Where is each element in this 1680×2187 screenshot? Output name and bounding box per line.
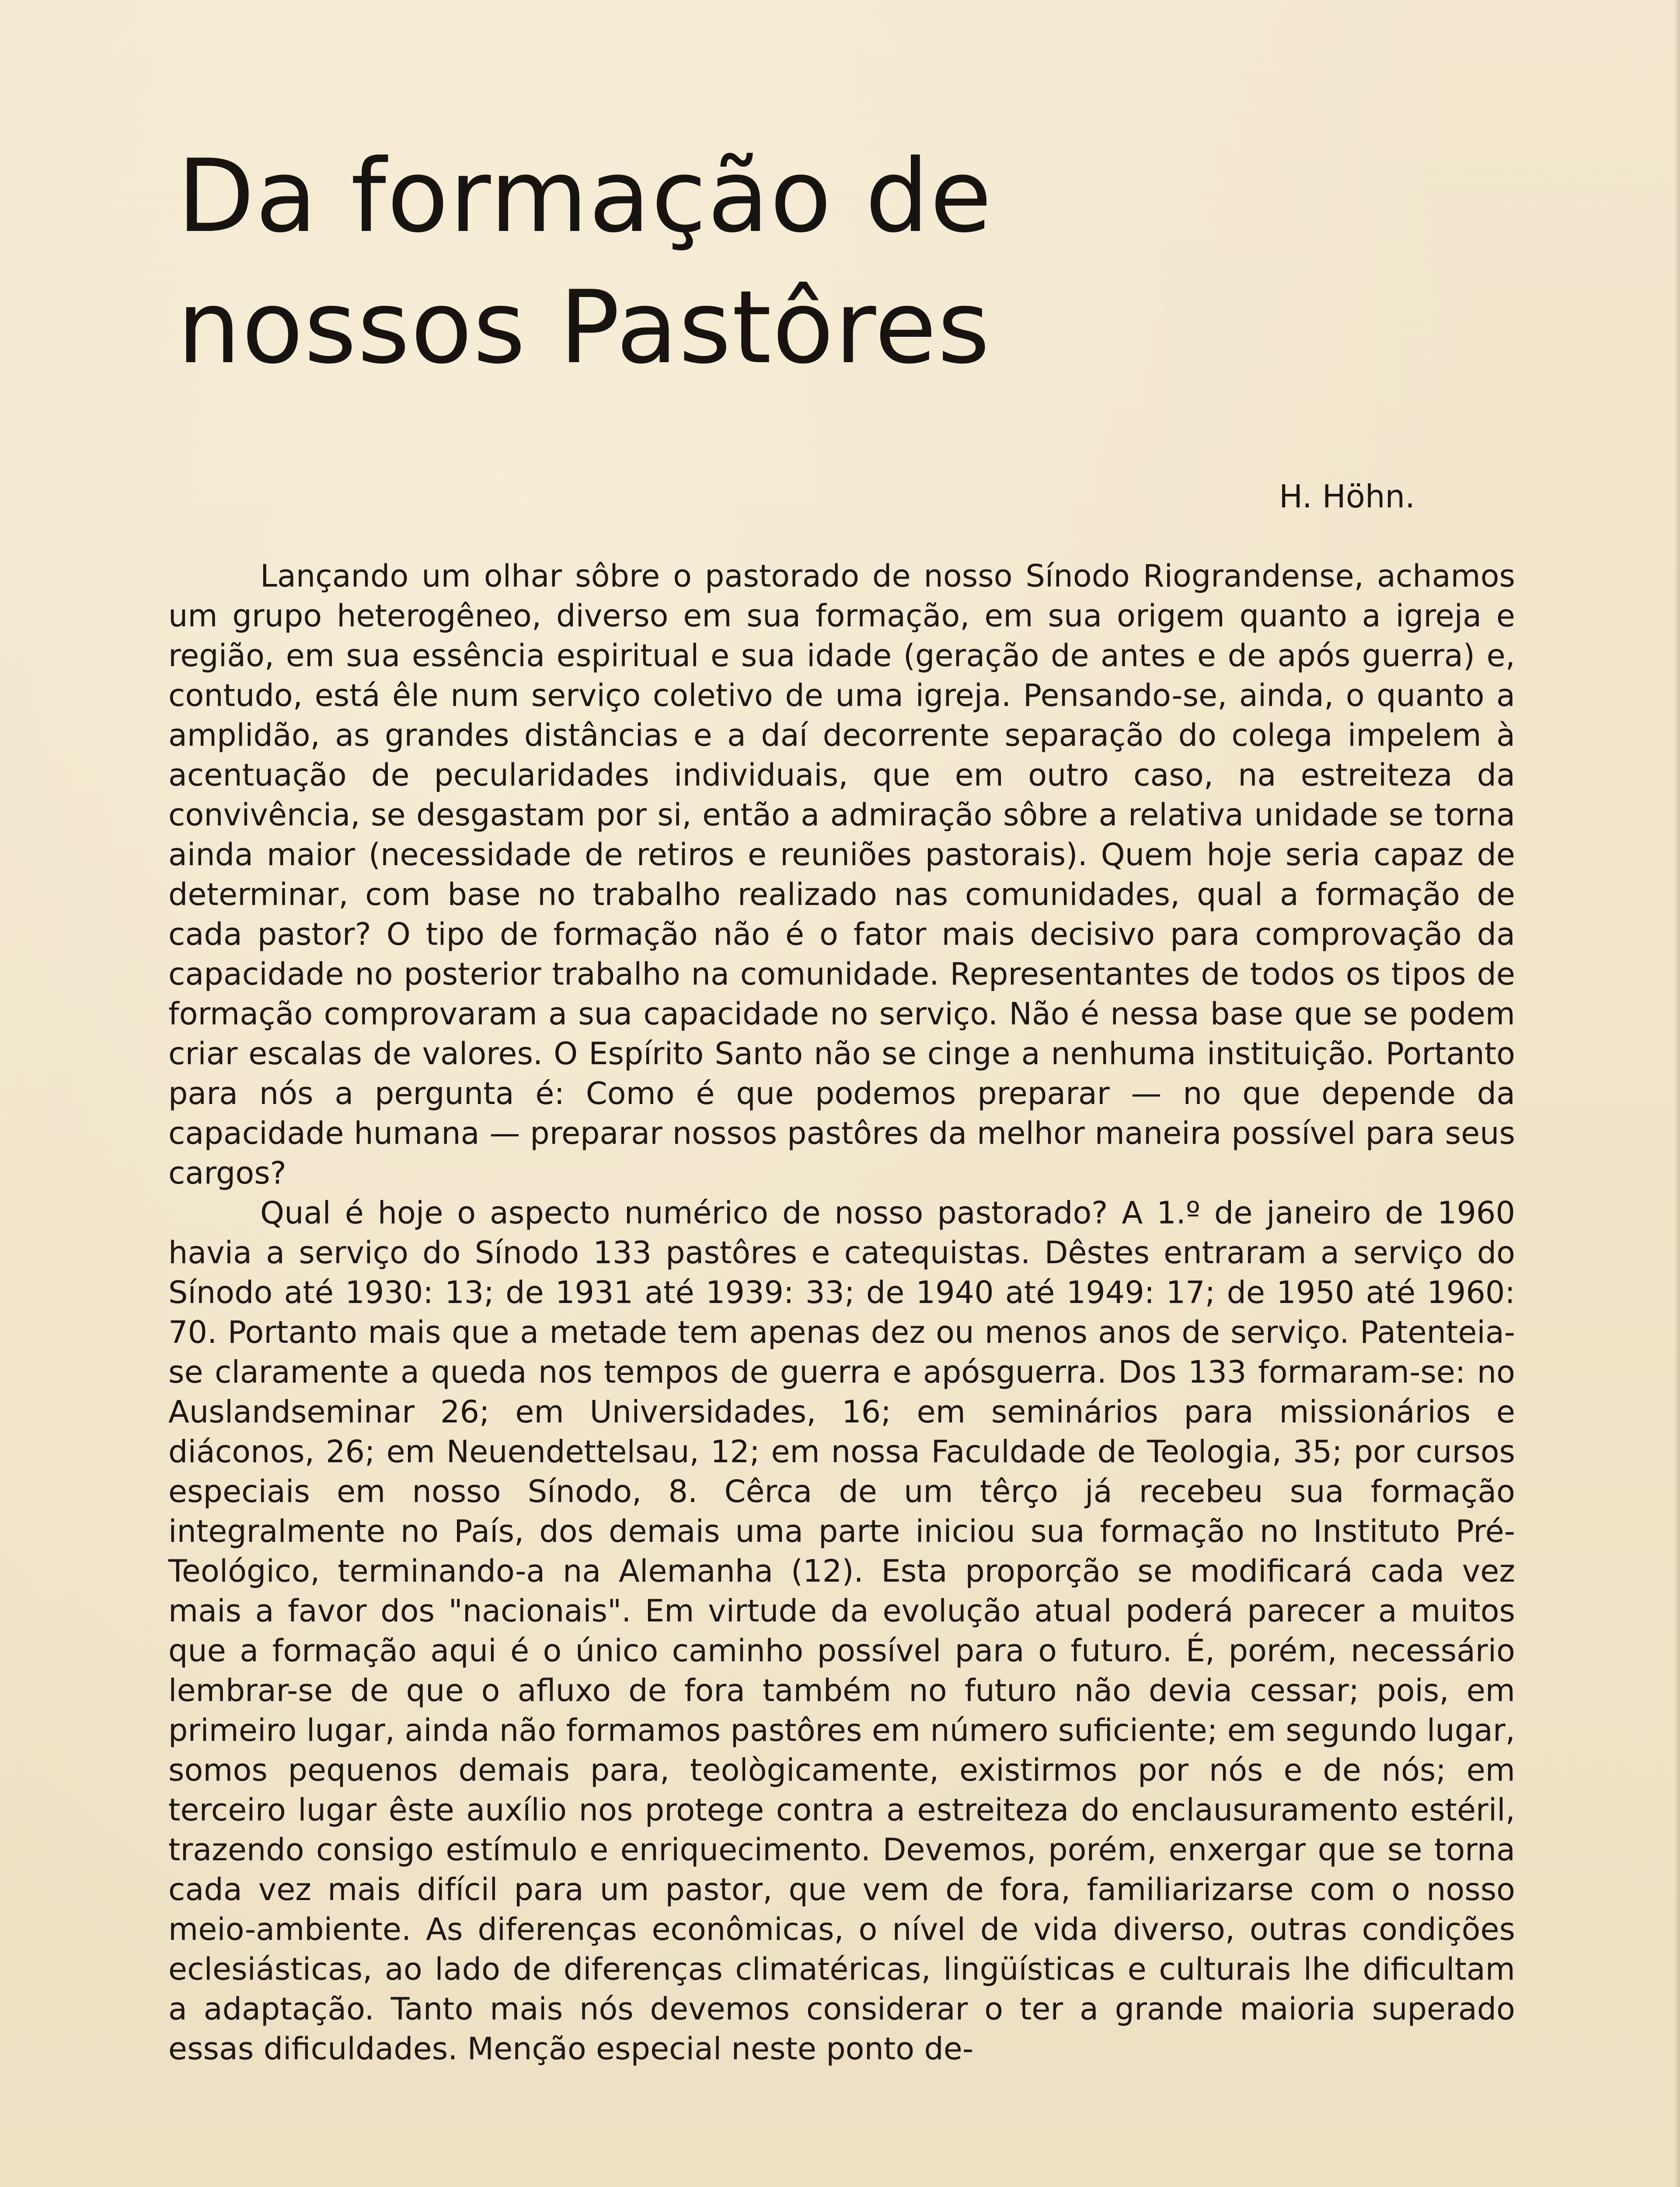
article-title-line-2: nossos Pastôres [177,269,991,386]
article-title-line-1: Da formação de [177,138,993,255]
paragraph-2: Qual é hoje o aspecto numérico de nosso pastorado? A 1.º de janeiro de 1960 havia a serviço do Sínodo 133 pastôres e catequistas. Dêstes entraram a serviço do Sínodo até 1930: 13; de 1931 até 1939: 33; de 1940 até 1949: 17; de 1950 até 1960: 70. Portanto mais que a metade tem apenas dez ou menos anos de serviço. Patenteia-se claramente a queda nos tempos de guerra e apósguerra. Dos 133 formaram-se: no Auslandseminar 26; em Universidades, 16; em seminários para missionários e diáconos, 26; em Neuendettelsau, 12; em nossa Faculdade de Teologia, 35; por cursos especiais em nosso Sínodo, 8. Cêrca de um têrço já recebeu sua formação integralmente no País, dos demais uma parte iniciou sua formação no Instituto Pré-Teológico, terminando-a na Alemanha (12). Esta proporção se modificará cada vez mais a favor dos "nacionais". Em virtude da evolução atual poderá parecer a muitos que a formação aqui é o único caminho possível para o futuro. É, porém, necessário lembrar-se de que o afluxo de fora também no futuro não devia cessar; pois, em primeiro lugar, ainda não formamos pastôres em número suficiente; em segundo lugar, somos pequenos demais para, teològicamente, existirmos por nós e de nós; em terceiro lugar êste auxílio nos protege contra a estreiteza do enclausuramento estéril, trazendo consigo estímulo e enriquecimento. Devemos, porém, enxergar que se torna cada vez mais difícil para um pastor, que vem de fora, familiarizarse com o nosso meio-ambiente. As diferenças econômicas, o nível de vida diverso, outras condições eclesiásticas, ao lado de diferenças climatéricas, lingüísticas e culturais lhe dificultam a adaptação. Tanto mais nós devemos considerar o ter a grande maioria superado essas dificuldades. Menção especial neste ponto de- [168,1195,1515,2067]
article-title [177,131,1227,394]
paragraph-1: Lançando um olhar sôbre o pastorado de nosso Sínodo Riograndense, achamos um grupo heterogêneo, diverso em sua formação, em sua origem quanto a igreja e região, em sua essência espiritual e sua idade (geração de antes e de após guerra) e, contudo, está êle num serviço coletivo de uma igreja. Pensando-se, ainda, o quanto a amplidão, as grandes distâncias e a daí decorrente separação do colega impelem à acentuação de pecularidades individuais, que em outro caso, na estreiteza da convivência, se desgastam por si, então a admiração sôbre a relativa unidade se torna ainda maior (necessidade de retiros e reuniões pastorais). Quem hoje seria capaz de determinar, com base no trabalho realizado nas comunidades, qual a formação de cada pastor? O tipo de formação não é o fator mais decisivo para comprovação da capacidade no posterior trabalho na comunidade. Representantes de todos os tipos de formação comprovaram a sua capacidade no serviço. Não é nessa base que se podem criar escalas de valores. O Espírito Santo não se cinge a nenhuma instituição. Portanto para nós a pergunta é: Como é que podemos preparar — no que depende da capacidade humana — preparar nossos pastôres da melhor maneira possível para seus cargos? [168,558,1515,1191]
article-body [168,556,1515,2069]
author-name: H. Höhn. [1279,478,1415,515]
page-edge [1674,0,1680,2187]
